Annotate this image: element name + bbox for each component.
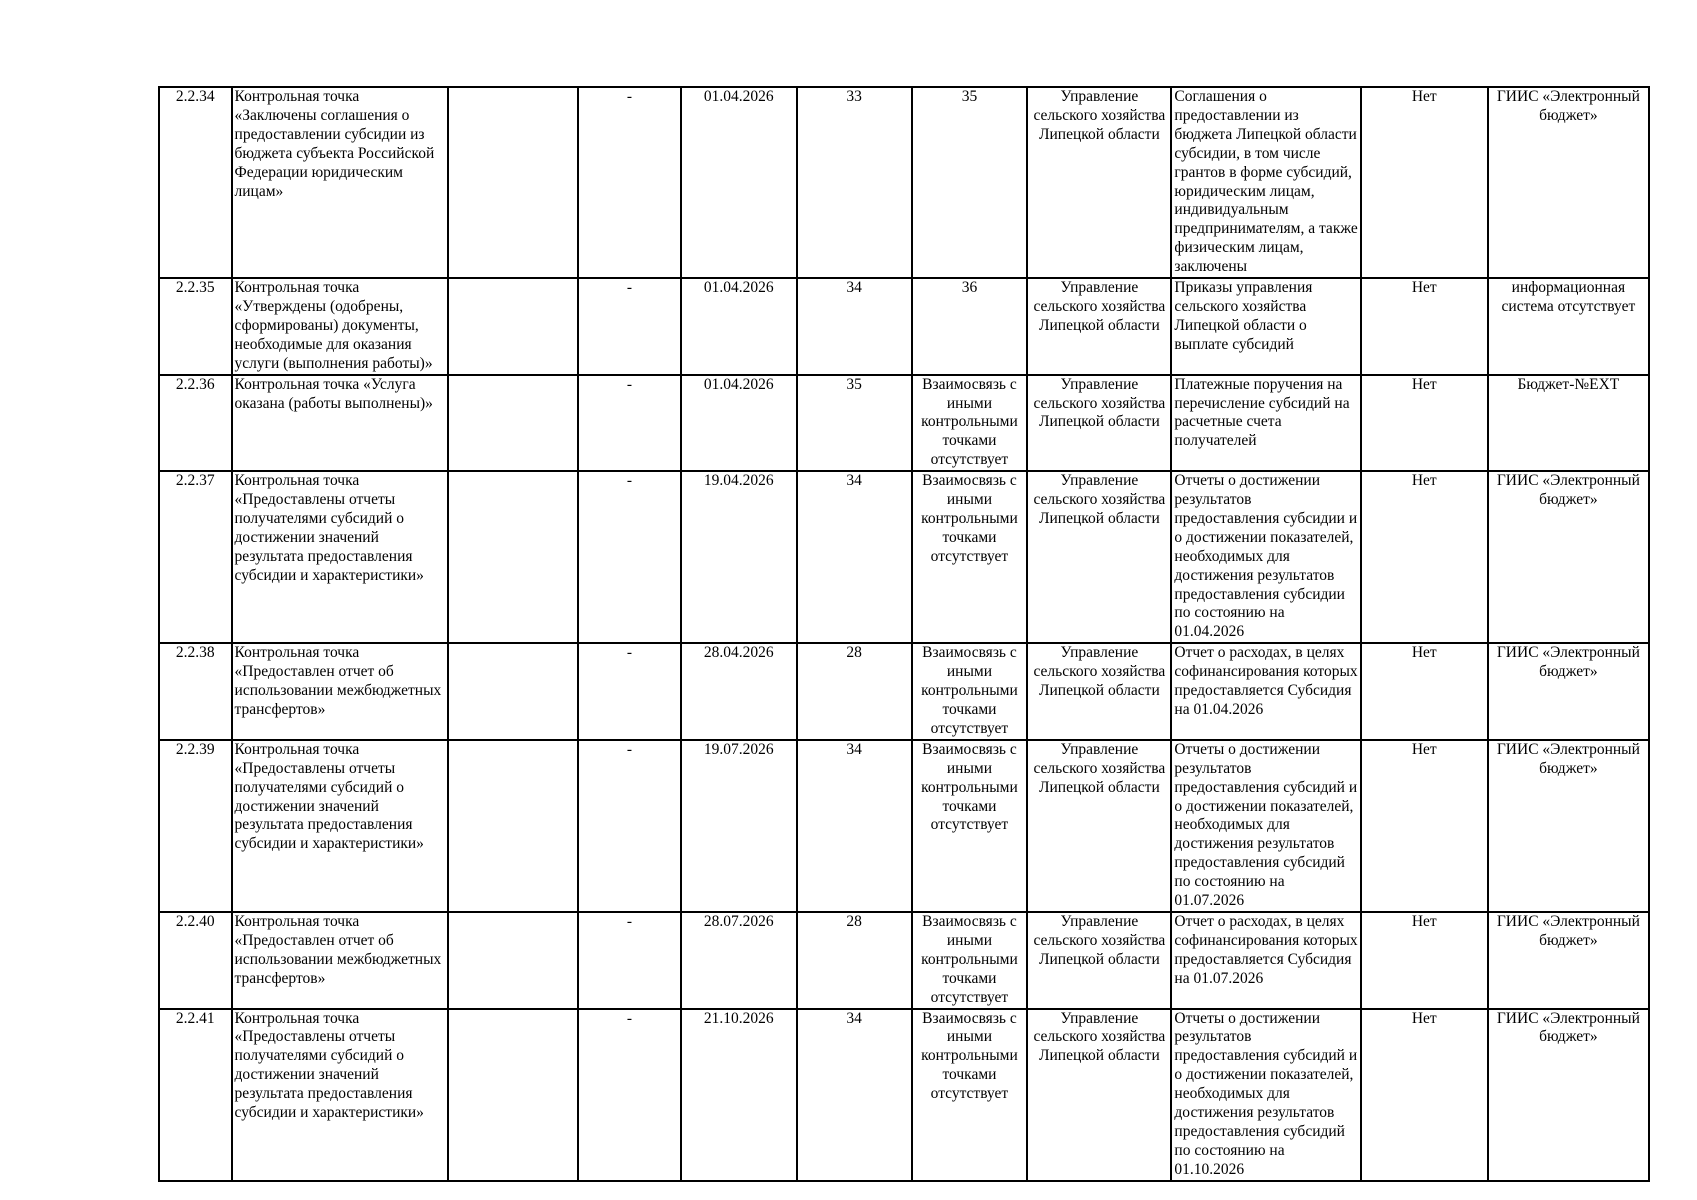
responsible-org: Управление сельского хозяйства Липецкой области bbox=[1027, 87, 1171, 278]
empty-cell bbox=[448, 643, 578, 740]
responsible-org: Управление сельского хозяйства Липецкой области bbox=[1027, 375, 1171, 472]
info-system: ГИИС «Электронный бюджет» bbox=[1488, 740, 1649, 912]
due-date: 19.07.2026 bbox=[681, 740, 797, 912]
empty-cell bbox=[448, 471, 578, 643]
table-body bbox=[159, 87, 1649, 1181]
flag-value: Нет bbox=[1361, 375, 1488, 472]
control-point-name: Контрольная точка «Утверждены (одобрены, сформированы) документы, необходимые для оказания услуги (выполнения работы)» bbox=[232, 278, 449, 375]
info-system: Бюджет-№EXT bbox=[1488, 375, 1649, 472]
days-value: 28 bbox=[797, 643, 912, 740]
info-system: информационная система отсутствует bbox=[1488, 278, 1649, 375]
result-document: Отчет о расходах, в целях софинансирования которых предоставляется Субсидия на 01.04.2026 bbox=[1171, 643, 1360, 740]
result-document: Отчеты о достижении результатов предоставления субсидий и о достижении показателей, необходимых для достижения результатов предоставления субсидий по состоянию на 01.10.2026 bbox=[1171, 1009, 1360, 1181]
result-document: Отчет о расходах, в целях софинансирования которых предоставляется Субсидия на 01.07.2026 bbox=[1171, 912, 1360, 1009]
control-point-name: Контрольная точка «Предоставлены отчеты получателями субсидий о достижении значений результата предоставления субсидии и характеристики» bbox=[232, 1009, 449, 1181]
flag-value: Нет bbox=[1361, 643, 1488, 740]
flag-value: Нет bbox=[1361, 912, 1488, 1009]
due-date: 19.04.2026 bbox=[681, 471, 797, 643]
days-value: 34 bbox=[797, 278, 912, 375]
table-row bbox=[159, 471, 1649, 643]
empty-cell bbox=[448, 278, 578, 375]
related-point: Взаимосвязь с иными контрольными точками отсутствует bbox=[912, 471, 1028, 643]
responsible-org: Управление сельского хозяйства Липецкой области bbox=[1027, 643, 1171, 740]
info-system: ГИИС «Электронный бюджет» bbox=[1488, 912, 1649, 1009]
flag-value: Нет bbox=[1361, 1009, 1488, 1181]
row-number: 2.2.38 bbox=[159, 643, 232, 740]
days-value: 28 bbox=[797, 912, 912, 1009]
dash-cell: - bbox=[578, 375, 681, 472]
control-points-table bbox=[158, 86, 1650, 1182]
flag-value: Нет bbox=[1361, 740, 1488, 912]
days-value: 33 bbox=[797, 87, 912, 278]
result-document: Приказы управления сельского хозяйства Липецкой области о выплате субсидий bbox=[1171, 278, 1360, 375]
related-point: Взаимосвязь с иными контрольными точками отсутствует bbox=[912, 375, 1028, 472]
row-number: 2.2.40 bbox=[159, 912, 232, 1009]
empty-cell bbox=[448, 1009, 578, 1181]
dash-cell: - bbox=[578, 740, 681, 912]
dash-cell: - bbox=[578, 643, 681, 740]
related-point: Взаимосвязь с иными контрольными точками отсутствует bbox=[912, 740, 1028, 912]
result-document: Отчеты о достижении результатов предоставления субсидии и о достижении показателей, необходимых для достижения результатов предоставления субсидии по состоянию на 01.04.2026 bbox=[1171, 471, 1360, 643]
responsible-org: Управление сельского хозяйства Липецкой области bbox=[1027, 1009, 1171, 1181]
table-row bbox=[159, 375, 1649, 472]
dash-cell: - bbox=[578, 912, 681, 1009]
table-row bbox=[159, 278, 1649, 375]
control-point-name: Контрольная точка «Услуга оказана (работы выполнены)» bbox=[232, 375, 449, 472]
info-system: ГИИС «Электронный бюджет» bbox=[1488, 1009, 1649, 1181]
due-date: 21.10.2026 bbox=[681, 1009, 797, 1181]
responsible-org: Управление сельского хозяйства Липецкой области bbox=[1027, 278, 1171, 375]
related-point: Взаимосвязь с иными контрольными точками отсутствует bbox=[912, 643, 1028, 740]
flag-value: Нет bbox=[1361, 87, 1488, 278]
responsible-org: Управление сельского хозяйства Липецкой области bbox=[1027, 740, 1171, 912]
control-point-name: Контрольная точка «Предоставлен отчет об использовании межбюджетных трансфертов» bbox=[232, 912, 449, 1009]
days-value: 35 bbox=[797, 375, 912, 472]
empty-cell bbox=[448, 87, 578, 278]
empty-cell bbox=[448, 912, 578, 1009]
related-point: 35 bbox=[912, 87, 1028, 278]
responsible-org: Управление сельского хозяйства Липецкой области bbox=[1027, 912, 1171, 1009]
days-value: 34 bbox=[797, 740, 912, 912]
dash-cell: - bbox=[578, 87, 681, 278]
due-date: 01.04.2026 bbox=[681, 375, 797, 472]
due-date: 01.04.2026 bbox=[681, 278, 797, 375]
due-date: 01.04.2026 bbox=[681, 87, 797, 278]
table-row bbox=[159, 1009, 1649, 1181]
related-point: 36 bbox=[912, 278, 1028, 375]
dash-cell: - bbox=[578, 471, 681, 643]
row-number: 2.2.34 bbox=[159, 87, 232, 278]
result-document: Отчеты о достижении результатов предоставления субсидий и о достижении показателей, необходимых для достижения результатов предоставления субсидий по состоянию на 01.07.2026 bbox=[1171, 740, 1360, 912]
flag-value: Нет bbox=[1361, 278, 1488, 375]
row-number: 2.2.39 bbox=[159, 740, 232, 912]
control-point-name: Контрольная точка «Заключены соглашения о предоставлении субсидии из бюджета субъекта Российской Федерации юридическим лицам» bbox=[232, 87, 449, 278]
info-system: ГИИС «Электронный бюджет» bbox=[1488, 87, 1649, 278]
result-document: Соглашения о предоставлении из бюджета Липецкой области субсидии, в том числе грантов в форме субсидий, юридическим лицам, индивидуальным предпринимателям, а также физическим лицам, заключены bbox=[1171, 87, 1360, 278]
empty-cell bbox=[448, 740, 578, 912]
related-point: Взаимосвязь с иными контрольными точками отсутствует bbox=[912, 1009, 1028, 1181]
control-point-name: Контрольная точка «Предоставлены отчеты получателями субсидий о достижении значений результата предоставления субсидии и характеристики» bbox=[232, 471, 449, 643]
info-system: ГИИС «Электронный бюджет» bbox=[1488, 471, 1649, 643]
table-row bbox=[159, 643, 1649, 740]
table-row bbox=[159, 912, 1649, 1009]
dash-cell: - bbox=[578, 1009, 681, 1181]
table-row bbox=[159, 740, 1649, 912]
info-system: ГИИС «Электронный бюджет» bbox=[1488, 643, 1649, 740]
row-number: 2.2.37 bbox=[159, 471, 232, 643]
flag-value: Нет bbox=[1361, 471, 1488, 643]
empty-cell bbox=[448, 375, 578, 472]
days-value: 34 bbox=[797, 471, 912, 643]
due-date: 28.07.2026 bbox=[681, 912, 797, 1009]
control-point-name: Контрольная точка «Предоставлен отчет об использовании межбюджетных трансфертов» bbox=[232, 643, 449, 740]
due-date: 28.04.2026 bbox=[681, 643, 797, 740]
row-number: 2.2.41 bbox=[159, 1009, 232, 1181]
result-document: Платежные поручения на перечисление субсидий на расчетные счета получателей bbox=[1171, 375, 1360, 472]
row-number: 2.2.36 bbox=[159, 375, 232, 472]
table-row bbox=[159, 87, 1649, 278]
related-point: Взаимосвязь с иными контрольными точками отсутствует bbox=[912, 912, 1028, 1009]
control-point-name: Контрольная точка «Предоставлены отчеты получателями субсидий о достижении значений результата предоставления субсидии и характеристики» bbox=[232, 740, 449, 912]
days-value: 34 bbox=[797, 1009, 912, 1181]
responsible-org: Управление сельского хозяйства Липецкой области bbox=[1027, 471, 1171, 643]
row-number: 2.2.35 bbox=[159, 278, 232, 375]
dash-cell: - bbox=[578, 278, 681, 375]
